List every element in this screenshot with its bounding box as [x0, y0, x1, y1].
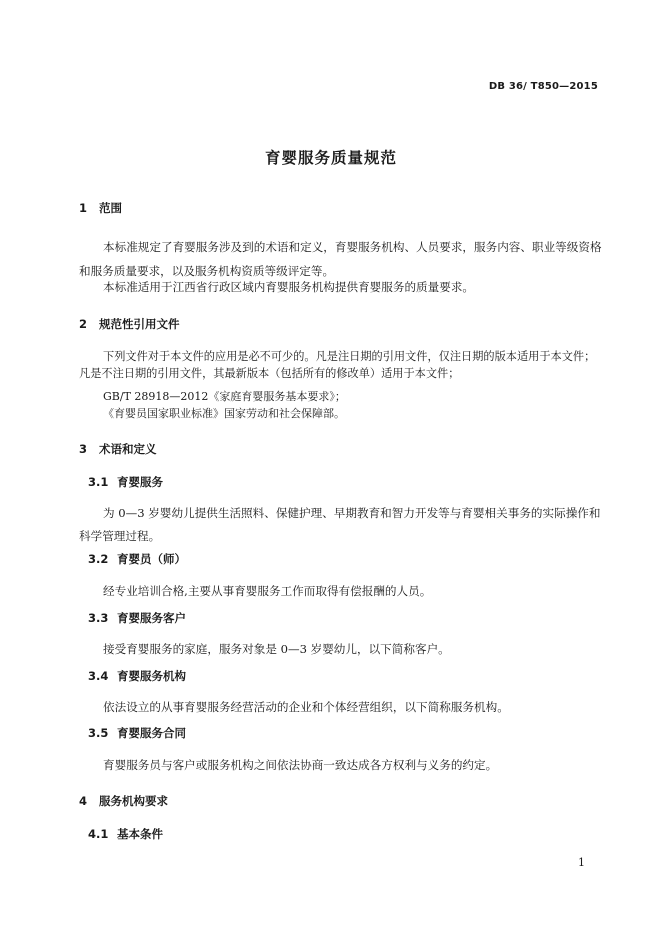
- term-heading: [88, 668, 186, 684]
- term-definition: 科学管理过程。: [79, 529, 161, 543]
- section-heading-institution-requirements: [79, 793, 168, 809]
- paragraph-line: 下列文件对于本文件的应用是必不可少的。凡是注日期的引用文件，仅注日期的版本适用于本文件；: [103, 350, 596, 363]
- term-title: 育婴服务: [117, 475, 163, 489]
- section-heading-normative-references: [79, 316, 180, 332]
- term-heading: [88, 551, 186, 567]
- term-number: 3.5: [88, 726, 109, 740]
- document-title: 育婴服务质量规范: [264, 149, 397, 167]
- term-number: 3.3: [88, 611, 109, 625]
- subsection-number: 4.1: [88, 827, 109, 841]
- paragraph-line: 本标准规定了育婴服务涉及到的术语和定义，育婴服务机构、人员要求，服务内容、职业等级资格: [103, 240, 602, 254]
- paragraph-line: 本标准适用于江西省行政区域内育婴服务机构提供育婴服务的质量要求。: [103, 280, 475, 294]
- section-number: 3: [79, 442, 88, 456]
- reference-item: GB/T 28918—2012《家庭育婴服务基本要求》；: [103, 390, 346, 403]
- subsection-title: 基本条件: [117, 827, 163, 841]
- term-title: 育婴员（师）: [117, 552, 186, 566]
- term-definition: 依法设立的从事育婴服务经营活动的企业和个体经营组织，以下简称服务机构。: [103, 700, 509, 714]
- section-heading-scope: [79, 200, 122, 216]
- term-number: 3.2: [88, 552, 109, 566]
- subsection-heading: [88, 826, 163, 842]
- term-definition: 经专业培训合格,主要从事育婴服务工作而取得有偿报酬的人员。: [103, 584, 432, 598]
- paragraph-line: 凡是不注日期的引用文件，其最新版本（包括所有的修改单）适用于本文件；: [79, 367, 460, 380]
- section-number: 2: [79, 317, 88, 331]
- section-title: 术语和定义: [99, 442, 157, 456]
- section-title: 规范性引用文件: [99, 317, 180, 331]
- term-definition: 育婴服务员与客户或服务机构之间依法协商一致达成各方权利与义务的约定。: [103, 758, 498, 772]
- section-title: 服务机构要求: [99, 794, 168, 808]
- term-number: 3.1: [88, 475, 109, 489]
- term-definition: 为 0—3 岁婴幼儿提供生活照料、保健护理、早期教育和智力开发等与育婴相关事务的实际操作和: [103, 506, 601, 520]
- paragraph-line: 和服务质量要求，以及服务机构资质等级评定等。: [79, 264, 335, 278]
- document-code: DB 36/ T850—2015: [488, 81, 598, 92]
- term-number: 3.4: [88, 669, 109, 683]
- page-number: 1: [578, 856, 585, 869]
- section-number: 1: [79, 201, 88, 215]
- term-title: 育婴服务机构: [117, 669, 186, 683]
- term-heading: [88, 610, 186, 626]
- section-title: 范围: [99, 201, 122, 215]
- term-heading: [88, 474, 163, 490]
- section-heading-terms: [79, 441, 157, 457]
- reference-item: 《育婴员国家职业标准》国家劳动和社会保障部。: [103, 407, 345, 420]
- term-heading: [88, 725, 186, 741]
- section-number: 4: [79, 794, 88, 808]
- term-title: 育婴服务合同: [117, 726, 186, 740]
- term-definition: 接受育婴服务的家庭，服务对象是 0—3 岁婴幼儿，以下简称客户。: [103, 642, 450, 656]
- term-title: 育婴服务客户: [117, 611, 186, 625]
